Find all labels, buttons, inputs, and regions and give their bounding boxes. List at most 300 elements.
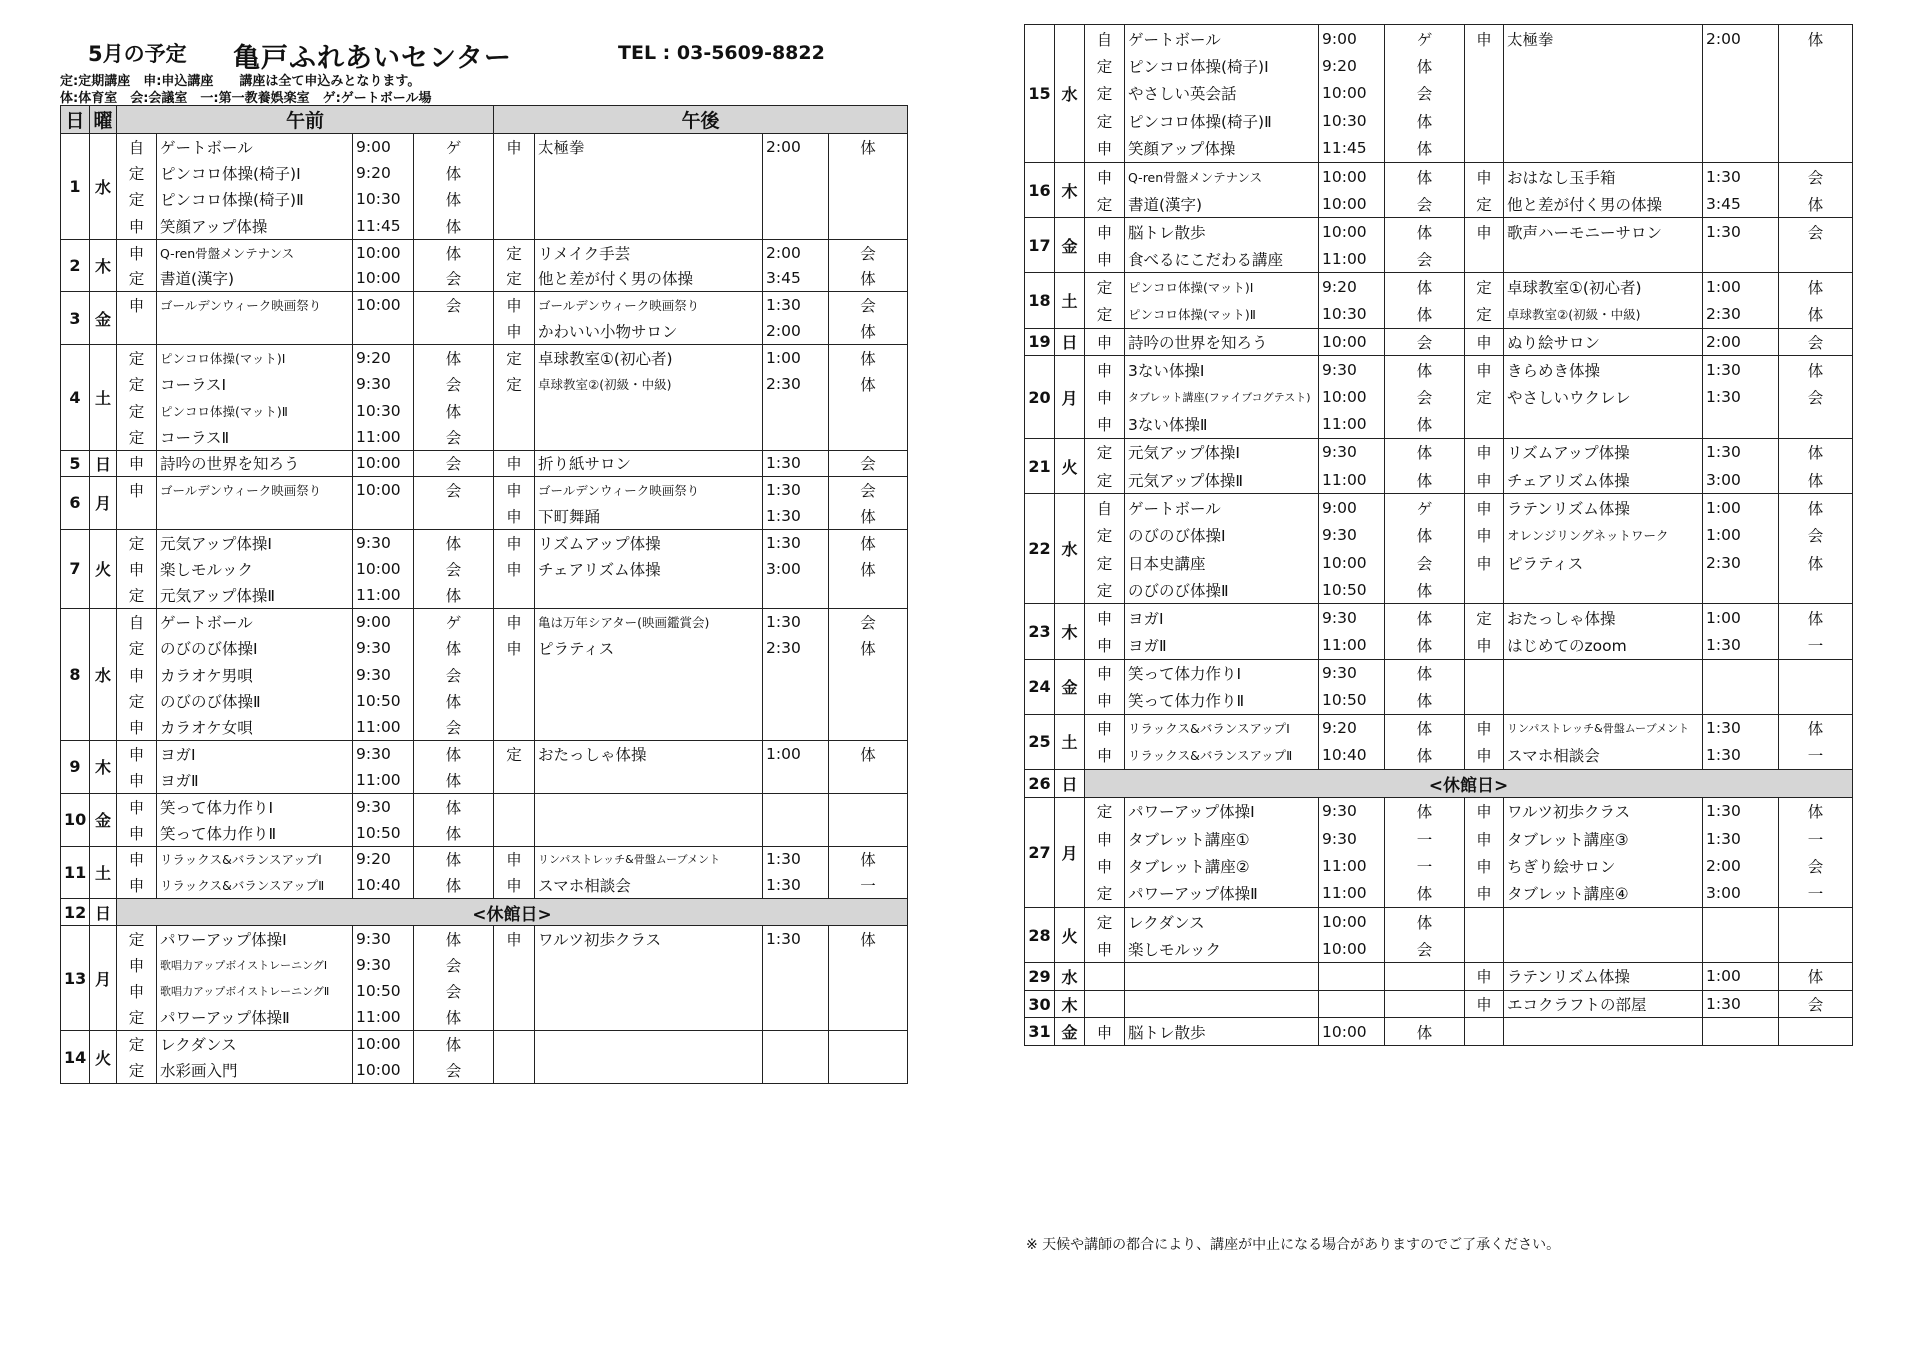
morning-room: 一 (1385, 825, 1465, 853)
morning-start-time: 10:40 (1319, 742, 1385, 770)
afternoon-empty-cell (1465, 135, 1504, 163)
table-row (61, 767, 908, 793)
table-row (61, 609, 908, 635)
morning-course-type: 申 (1085, 659, 1125, 687)
morning-empty-cell (1125, 990, 1319, 1018)
afternoon-empty-cell (829, 1004, 908, 1030)
weekday: 水 (90, 134, 117, 240)
morning-room: 体 (1385, 438, 1465, 466)
morning-room: 体 (1385, 218, 1465, 246)
table-row (61, 846, 908, 872)
afternoon-course-name: 歌声ハーモニーサロン (1504, 218, 1703, 246)
afternoon-start-time: 1:00 (763, 345, 829, 371)
day-number: 28 (1025, 908, 1055, 963)
afternoon-empty-cell (1504, 107, 1703, 135)
morning-course-name: 笑って体力作りⅠ (1125, 659, 1319, 687)
afternoon-room: 体 (829, 529, 908, 555)
afternoon-empty-cell (1465, 411, 1504, 439)
morning-room: ゲ (414, 609, 494, 635)
morning-room: 会 (414, 371, 494, 397)
morning-course-type: 定 (1085, 438, 1125, 466)
afternoon-empty-cell (1504, 687, 1703, 715)
afternoon-course-type: 申 (494, 872, 535, 898)
day-number: 9 (61, 740, 90, 793)
morning-course-name: ピンコロ体操(椅子)Ⅱ (1125, 107, 1319, 135)
day-number: 27 (1025, 797, 1055, 907)
afternoon-start-time: 2:30 (763, 635, 829, 661)
afternoon-course-type: 申 (1465, 521, 1504, 549)
afternoon-empty-cell (1465, 245, 1504, 273)
afternoon-course-name: ワルツ初歩クラス (1504, 797, 1703, 825)
morning-room: 体 (1385, 273, 1465, 301)
table-row (1025, 328, 1853, 356)
afternoon-empty-cell (535, 767, 763, 793)
morning-room: 体 (414, 872, 494, 898)
morning-start-time: 9:30 (353, 529, 414, 555)
afternoon-start-time: 2:30 (1703, 549, 1779, 577)
afternoon-course-name: 卓球教室②(初級・中級) (1504, 300, 1703, 328)
morning-start-time: 10:00 (353, 1031, 414, 1057)
legend-rooms: 体:体育室 会:会議室 一:第一教養娯楽室 ゲ:ゲートボール場 (60, 91, 432, 106)
morning-start-time: 9:20 (353, 345, 414, 371)
afternoon-course-name: 卓球教室①(初心者) (1504, 273, 1703, 301)
afternoon-room: 会 (1779, 852, 1853, 880)
morning-course-type: 申 (1085, 162, 1125, 190)
afternoon-room: 体 (1779, 466, 1853, 494)
day-number: 4 (61, 345, 90, 451)
afternoon-start-time: 2:30 (763, 371, 829, 397)
afternoon-empty-cell (763, 397, 829, 423)
afternoon-empty-cell (494, 661, 535, 687)
afternoon-room: 体 (829, 345, 908, 371)
morning-start-time: 9:20 (1319, 714, 1385, 742)
afternoon-room: 会 (829, 609, 908, 635)
day-number: 22 (1025, 494, 1055, 604)
weekday: 木 (90, 239, 117, 292)
day-number: 31 (1025, 1018, 1055, 1046)
afternoon-empty-cell (763, 582, 829, 608)
afternoon-start-time: 2:00 (763, 134, 829, 160)
afternoon-room: 体 (1779, 25, 1853, 53)
afternoon-start-time: 1:30 (763, 529, 829, 555)
afternoon-room: 会 (829, 477, 908, 503)
afternoon-empty-cell (1465, 1018, 1504, 1046)
morning-course-name: ヨガⅡ (1125, 632, 1319, 660)
morning-room: 体 (1385, 52, 1465, 80)
afternoon-empty-cell (1504, 1018, 1703, 1046)
morning-course-name: 3ない体操Ⅰ (1125, 356, 1319, 384)
day-number: 13 (61, 925, 90, 1031)
morning-start-time: 10:50 (353, 688, 414, 714)
morning-course-type: 申 (117, 767, 157, 793)
table-row (61, 714, 908, 740)
morning-course-name: ピンコロ体操(マット)Ⅱ (157, 397, 353, 423)
morning-course-name: カラオケ女唄 (157, 714, 353, 740)
afternoon-course-name: リンパストレッチ&骨盤ムーブメント (535, 846, 763, 872)
morning-start-time: 10:30 (353, 397, 414, 423)
morning-room: 体 (414, 213, 494, 239)
afternoon-course-name: ゴールデンウィーク映画祭り (535, 477, 763, 503)
morning-room: 体 (1385, 576, 1465, 604)
morning-course-name: のびのび体操Ⅰ (1125, 521, 1319, 549)
day-number: 8 (61, 609, 90, 741)
morning-start-time: 9:20 (353, 160, 414, 186)
table-row (61, 450, 908, 476)
morning-course-type: 定 (1085, 273, 1125, 301)
morning-course-name: 楽しモルック (1125, 935, 1319, 963)
weekday: 水 (1055, 25, 1085, 163)
afternoon-empty-cell (494, 952, 535, 978)
morning-room: 会 (414, 714, 494, 740)
afternoon-empty-cell (829, 160, 908, 186)
morning-start-time: 9:30 (1319, 438, 1385, 466)
morning-room: 一 (1385, 852, 1465, 880)
table-row (1025, 273, 1853, 301)
afternoon-course-type: 申 (1465, 714, 1504, 742)
afternoon-course-type: 申 (1465, 438, 1504, 466)
morning-start-time: 10:00 (1319, 1018, 1385, 1046)
afternoon-empty-cell (829, 661, 908, 687)
morning-room: ゲ (1385, 25, 1465, 53)
afternoon-empty-cell (829, 1057, 908, 1083)
morning-course-name: ピンコロ体操(椅子)Ⅱ (157, 186, 353, 212)
morning-course-type: 自 (1085, 25, 1125, 53)
afternoon-empty-cell (763, 661, 829, 687)
morning-course-name: のびのび体操Ⅱ (1125, 576, 1319, 604)
afternoon-empty-cell (829, 714, 908, 740)
afternoon-course-type: 申 (494, 635, 535, 661)
morning-room: 会 (1385, 549, 1465, 577)
afternoon-start-time: 3:00 (763, 556, 829, 582)
morning-start-time: 9:30 (1319, 356, 1385, 384)
morning-start-time: 9:30 (353, 740, 414, 766)
afternoon-empty-cell (1504, 52, 1703, 80)
morning-course-type: 申 (117, 793, 157, 819)
weekday: 土 (1055, 273, 1085, 328)
day-number: 20 (1025, 356, 1055, 439)
morning-course-name: レクダンス (1125, 908, 1319, 936)
morning-start-time: 10:50 (1319, 576, 1385, 604)
morning-start-time: 11:00 (353, 767, 414, 793)
table-row (1025, 466, 1853, 494)
morning-start-time: 9:30 (1319, 521, 1385, 549)
afternoon-empty-cell (1465, 687, 1504, 715)
table-row (61, 952, 908, 978)
afternoon-room: 体 (1779, 300, 1853, 328)
morning-room: 体 (414, 345, 494, 371)
day-number: 17 (1025, 218, 1055, 273)
weekday: 木 (1055, 162, 1085, 217)
morning-start-time: 10:50 (353, 978, 414, 1004)
morning-room: 体 (414, 820, 494, 846)
afternoon-course-type: 申 (1465, 494, 1504, 522)
morning-course-name: 脳トレ散歩 (1125, 1018, 1319, 1046)
afternoon-course-type: 申 (494, 846, 535, 872)
afternoon-empty-cell (535, 1004, 763, 1030)
table-row (61, 134, 908, 160)
afternoon-empty-cell (1465, 576, 1504, 604)
morning-course-type: 申 (1085, 383, 1125, 411)
morning-course-name: ゴールデンウィーク映画祭り (157, 292, 353, 318)
afternoon-course-name: ちぎり絵サロン (1504, 852, 1703, 880)
morning-course-type: 定 (117, 186, 157, 212)
afternoon-start-time: 1:30 (1703, 383, 1779, 411)
table-row (61, 292, 908, 318)
day-number: 23 (1025, 604, 1055, 659)
afternoon-empty-cell (535, 793, 763, 819)
morning-room: 会 (1385, 190, 1465, 218)
morning-start-time: 10:00 (353, 450, 414, 476)
afternoon-empty-cell (494, 213, 535, 239)
afternoon-room: 一 (1779, 742, 1853, 770)
day-row-closed (1025, 770, 1853, 798)
morning-empty-cell (1385, 990, 1465, 1018)
afternoon-room: 一 (829, 872, 908, 898)
morning-start-time: 9:30 (353, 661, 414, 687)
table-row (1025, 411, 1853, 439)
morning-course-name: 笑って体力作りⅠ (157, 793, 353, 819)
afternoon-room: 体 (829, 371, 908, 397)
table-row (1025, 935, 1853, 963)
morning-course-type: 定 (1085, 52, 1125, 80)
footer-note: ※ 天候や講師の都合により、講座が中止になる場合がありますのでご了承ください。 (1026, 1237, 1561, 1253)
afternoon-start-time: 1:30 (1703, 797, 1779, 825)
legend-course-types: 定:定期講座 申:申込講座 講座は全て申込みとなります。 (60, 74, 421, 89)
table-row (1025, 825, 1853, 853)
afternoon-room: 一 (1779, 880, 1853, 908)
morning-course-type: 申 (117, 846, 157, 872)
afternoon-empty-cell (829, 424, 908, 450)
afternoon-course-name: ワルツ初歩クラス (535, 925, 763, 951)
afternoon-empty-cell (763, 1031, 829, 1057)
afternoon-empty-cell (1504, 135, 1703, 163)
morning-room: 体 (1385, 908, 1465, 936)
afternoon-course-name: きらめき体操 (1504, 356, 1703, 384)
morning-start-time: 10:00 (1319, 190, 1385, 218)
afternoon-empty-cell (1504, 659, 1703, 687)
morning-room: 会 (414, 265, 494, 291)
weekday: 水 (1055, 963, 1085, 991)
afternoon-course-type: 申 (1465, 356, 1504, 384)
morning-course-type: 定 (1085, 521, 1125, 549)
afternoon-course-type: 定 (1465, 383, 1504, 411)
morning-course-name: のびのび体操Ⅱ (157, 688, 353, 714)
morning-course-name: 笑顔アップ体操 (157, 213, 353, 239)
afternoon-start-time: 1:30 (1703, 990, 1779, 1018)
morning-column-header: 午前 (117, 106, 494, 134)
afternoon-empty-cell (1703, 80, 1779, 108)
morning-course-type: 申 (1085, 328, 1125, 356)
morning-course-type: 申 (117, 213, 157, 239)
morning-empty-cell (1085, 990, 1125, 1018)
afternoon-empty-cell (763, 1004, 829, 1030)
day-number: 5 (61, 450, 90, 476)
afternoon-empty-cell (1779, 1018, 1853, 1046)
morning-course-name: 元気アップ体操Ⅰ (1125, 438, 1319, 466)
afternoon-course-type: 申 (1465, 218, 1504, 246)
afternoon-course-type: 申 (494, 477, 535, 503)
afternoon-empty-cell (535, 160, 763, 186)
weekday-column-header: 曜 (90, 106, 117, 134)
day-number: 6 (61, 477, 90, 530)
morning-start-time: 9:30 (1319, 659, 1385, 687)
morning-empty-cell (1125, 963, 1319, 991)
table-row (61, 371, 908, 397)
afternoon-course-type: 申 (1465, 825, 1504, 853)
afternoon-room: 体 (829, 925, 908, 951)
morning-course-type: 自 (1085, 494, 1125, 522)
afternoon-room: 体 (829, 740, 908, 766)
afternoon-course-type: 申 (494, 503, 535, 529)
morning-course-type: 申 (1085, 742, 1125, 770)
afternoon-empty-cell (1703, 576, 1779, 604)
table-row (61, 265, 908, 291)
morning-start-time: 10:00 (353, 556, 414, 582)
morning-room: 体 (1385, 880, 1465, 908)
morning-empty-cell (1085, 963, 1125, 991)
morning-course-type: 申 (117, 477, 157, 503)
table-row (1025, 576, 1853, 604)
morning-room: 体 (1385, 521, 1465, 549)
morning-course-name: 日本史講座 (1125, 549, 1319, 577)
afternoon-course-name: ピラティス (1504, 549, 1703, 577)
morning-course-name: 元気アップ体操Ⅱ (157, 582, 353, 608)
morning-course-type: 申 (117, 740, 157, 766)
morning-course-type: 申 (117, 450, 157, 476)
weekday: 土 (90, 345, 117, 451)
afternoon-course-name: はじめてのzoom (1504, 632, 1703, 660)
morning-course-name: リラックス&バランスアップⅡ (157, 872, 353, 898)
table-row (1025, 107, 1853, 135)
table-row (1025, 162, 1853, 190)
table-row (61, 635, 908, 661)
afternoon-course-name: リンパストレッチ&骨盤ムーブメント (1504, 714, 1703, 742)
afternoon-course-name: やさしいウクレレ (1504, 383, 1703, 411)
weekday: 火 (1055, 438, 1085, 493)
afternoon-empty-cell (535, 186, 763, 212)
morning-room: ゲ (1385, 494, 1465, 522)
afternoon-empty-cell (829, 186, 908, 212)
morning-course-name: ヨガⅠ (157, 740, 353, 766)
morning-start-time: 10:00 (353, 239, 414, 265)
morning-course-name: のびのび体操Ⅰ (157, 635, 353, 661)
morning-room: 会 (414, 978, 494, 1004)
morning-course-type: 申 (117, 556, 157, 582)
afternoon-course-type: 定 (494, 239, 535, 265)
morning-empty-cell (414, 503, 494, 529)
table-row (1025, 80, 1853, 108)
morning-start-time: 11:00 (353, 424, 414, 450)
table-row (61, 424, 908, 450)
morning-course-name: リラックス&バランスアップⅠ (1125, 714, 1319, 742)
afternoon-start-time: 1:30 (763, 292, 829, 318)
day-number: 21 (1025, 438, 1055, 493)
afternoon-course-type: 申 (494, 318, 535, 344)
afternoon-empty-cell (494, 688, 535, 714)
afternoon-room: 会 (1779, 162, 1853, 190)
table-row (1025, 218, 1853, 246)
afternoon-course-type: 申 (494, 529, 535, 555)
afternoon-course-name: 卓球教室①(初心者) (535, 345, 763, 371)
afternoon-start-time: 1:30 (1703, 714, 1779, 742)
morning-start-time: 10:40 (353, 872, 414, 898)
afternoon-start-time: 2:00 (1703, 25, 1779, 53)
morning-room: 会 (414, 477, 494, 503)
afternoon-empty-cell (763, 688, 829, 714)
day-row-closed (61, 899, 908, 925)
afternoon-empty-cell (535, 582, 763, 608)
morning-room: 体 (414, 688, 494, 714)
afternoon-course-type: 申 (494, 609, 535, 635)
morning-start-time: 10:30 (353, 186, 414, 212)
afternoon-empty-cell (1779, 935, 1853, 963)
morning-start-time: 10:00 (1319, 162, 1385, 190)
morning-start-time: 10:00 (1319, 218, 1385, 246)
morning-course-type: 定 (117, 371, 157, 397)
table-row (61, 978, 908, 1004)
afternoon-start-time: 1:30 (1703, 438, 1779, 466)
morning-start-time: 10:30 (1319, 300, 1385, 328)
afternoon-start-time: 1:30 (1703, 742, 1779, 770)
morning-room: ゲ (414, 134, 494, 160)
morning-course-name: 詩吟の世界を知ろう (157, 450, 353, 476)
afternoon-start-time: 2:30 (1703, 300, 1779, 328)
table-row (1025, 549, 1853, 577)
afternoon-start-time: 2:00 (763, 239, 829, 265)
afternoon-empty-cell (1504, 935, 1703, 963)
table-row (61, 477, 908, 503)
afternoon-empty-cell (494, 186, 535, 212)
morning-room: 会 (414, 292, 494, 318)
morning-course-type: 定 (1085, 107, 1125, 135)
weekday: 火 (90, 529, 117, 608)
afternoon-room: 一 (1779, 825, 1853, 853)
afternoon-room: 会 (1779, 521, 1853, 549)
weekday: 火 (1055, 908, 1085, 963)
afternoon-course-type: 定 (1465, 300, 1504, 328)
morning-course-type: 申 (1085, 825, 1125, 853)
morning-course-type: 申 (117, 872, 157, 898)
table-row (61, 925, 908, 951)
morning-room: 体 (414, 846, 494, 872)
table-row (1025, 245, 1853, 273)
morning-start-time: 9:30 (353, 635, 414, 661)
morning-course-type: 申 (1085, 604, 1125, 632)
afternoon-start-time: 1:30 (1703, 825, 1779, 853)
table-row (1025, 742, 1853, 770)
morning-course-type: 定 (117, 582, 157, 608)
morning-room: 体 (414, 239, 494, 265)
morning-empty-cell (353, 503, 414, 529)
afternoon-start-time: 1:30 (1703, 218, 1779, 246)
table-row (61, 1004, 908, 1030)
afternoon-empty-cell (1779, 135, 1853, 163)
morning-start-time: 11:45 (353, 213, 414, 239)
morning-course-name: カラオケ男唄 (157, 661, 353, 687)
afternoon-empty-cell (829, 820, 908, 846)
afternoon-empty-cell (1779, 908, 1853, 936)
afternoon-room: 体 (829, 134, 908, 160)
morning-start-time: 10:00 (1319, 549, 1385, 577)
afternoon-room: 体 (829, 503, 908, 529)
morning-course-name: ヨガⅠ (1125, 604, 1319, 632)
morning-course-name: 脳トレ散歩 (1125, 218, 1319, 246)
afternoon-room: 体 (1779, 714, 1853, 742)
afternoon-course-name: タブレット講座③ (1504, 825, 1703, 853)
morning-course-type: 申 (1085, 852, 1125, 880)
morning-course-type: 定 (117, 925, 157, 951)
morning-empty-cell (353, 318, 414, 344)
